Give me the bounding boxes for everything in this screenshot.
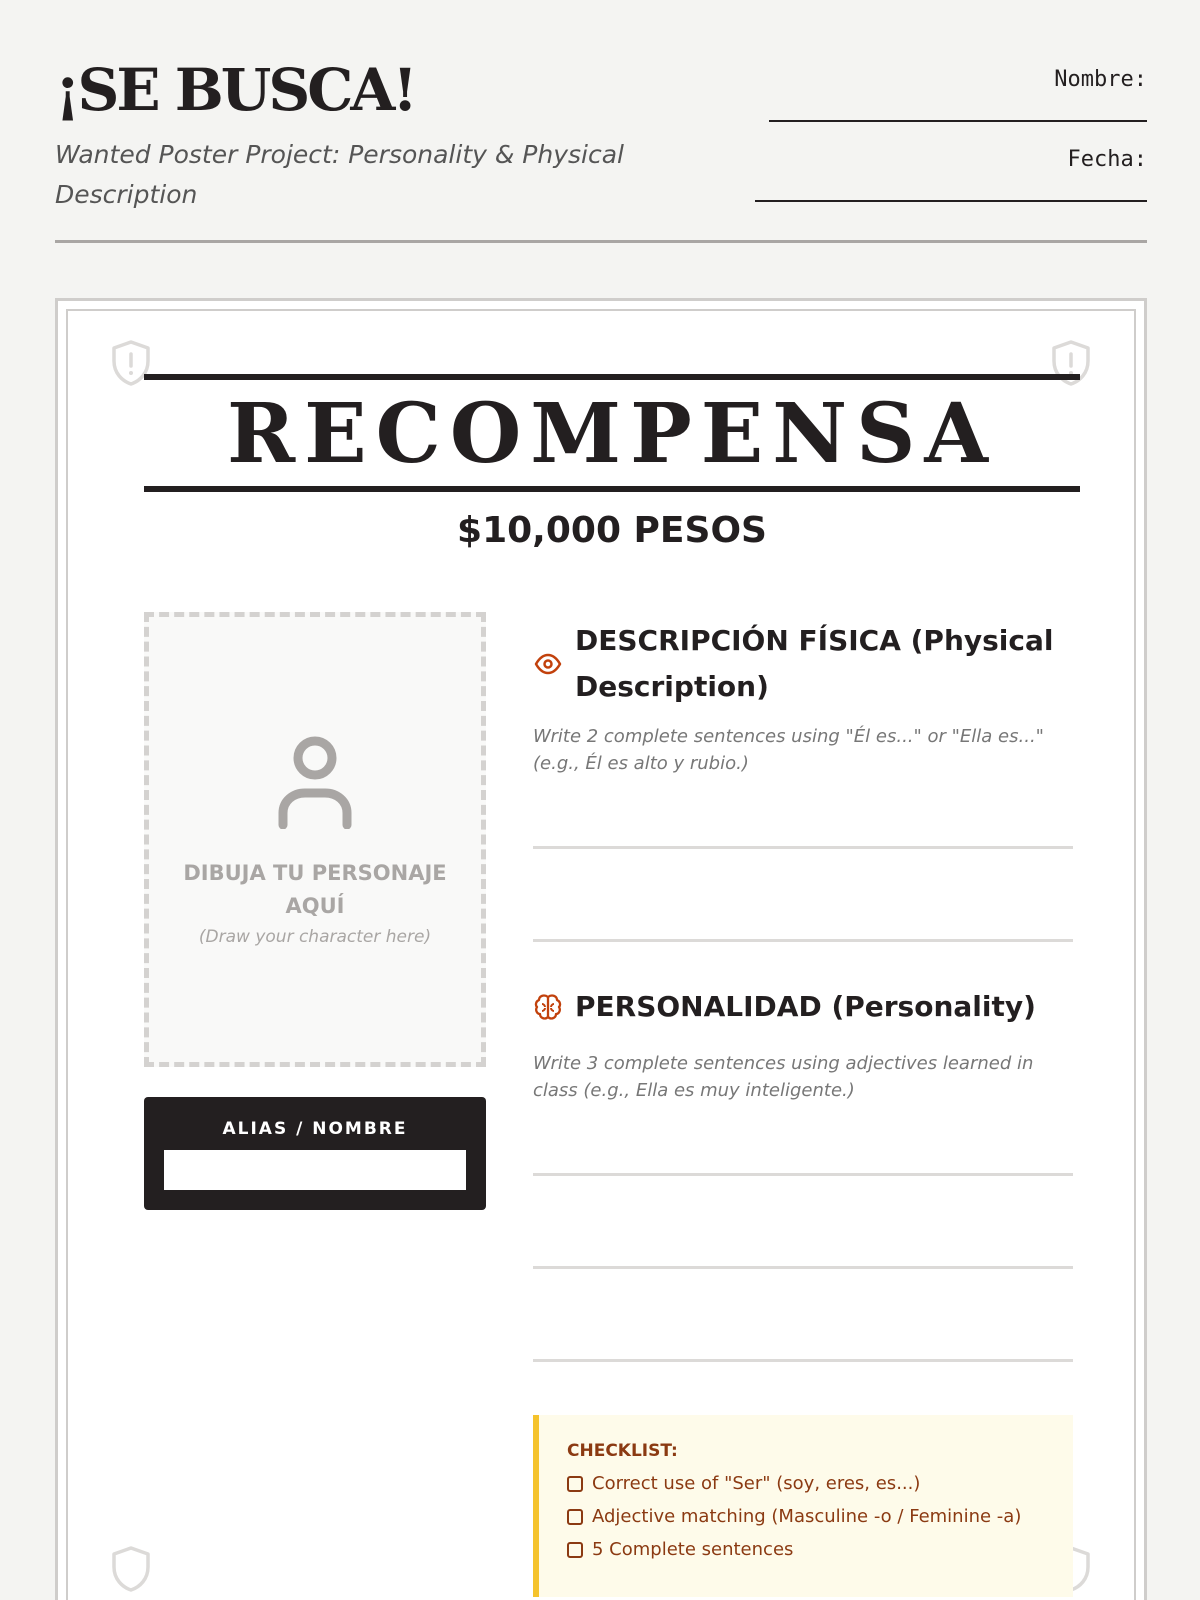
- page-title: ¡SE BUSCA!: [55, 56, 415, 124]
- physical-write-line-1[interactable]: [533, 846, 1073, 849]
- reward-title: RECOMPENSA: [226, 386, 998, 482]
- alias-box: [144, 1097, 486, 1210]
- page-subtitle: Wanted Poster Project: Personality & Physical Description: [55, 140, 625, 209]
- checklist-item-label: Correct use of "Ser" (soy, eres, es...): [592, 1473, 921, 1494]
- personality-write-line-1[interactable]: [533, 1173, 1073, 1176]
- alias-label: ALIAS / NOMBRE: [222, 1119, 408, 1139]
- drawing-sublabel: (Draw your character here): [198, 927, 432, 947]
- shield-alert-icon: [110, 1545, 152, 1593]
- reward-amount: $10,000 PESOS: [457, 510, 767, 551]
- user-icon: [276, 733, 354, 829]
- character-drawing-area[interactable]: [144, 612, 486, 1067]
- poster-inner-frame: [66, 309, 1136, 1600]
- physical-description-heading: [533, 618, 1073, 710]
- checkbox[interactable]: [567, 1542, 583, 1558]
- physical-instructions: Write 2 complete sentences using "Él es..." or "Ella es..." (e.g., Él es alto y rubio.): [533, 726, 1044, 774]
- physical-write-line-2[interactable]: [533, 939, 1073, 942]
- checkbox[interactable]: [567, 1509, 583, 1525]
- page-header: [55, 55, 1147, 243]
- checklist-item-label: 5 Complete sentences: [592, 1539, 794, 1560]
- checklist-box: [533, 1415, 1073, 1597]
- checklist-item[interactable]: [567, 1500, 1073, 1533]
- personality-heading-text: PERSONALIDAD (Personality): [575, 990, 1036, 1023]
- personality-heading: [533, 984, 1073, 1030]
- checklist-title: CHECKLIST:: [567, 1441, 678, 1461]
- brain-icon: [533, 992, 563, 1022]
- date-label: Fecha:: [1067, 147, 1147, 172]
- personality-write-line-2[interactable]: [533, 1266, 1073, 1269]
- wanted-poster: [55, 298, 1147, 1600]
- name-line-field[interactable]: [769, 98, 1147, 122]
- checkbox[interactable]: [567, 1476, 583, 1492]
- checklist-item[interactable]: [567, 1533, 1073, 1566]
- physical-heading-text: DESCRIPCIÓN FÍSICA (Physical Description): [575, 624, 1054, 703]
- alias-input[interactable]: [164, 1150, 466, 1190]
- eye-icon: [533, 649, 563, 679]
- date-line-field[interactable]: [755, 178, 1147, 202]
- personality-instructions: Write 3 complete sentences using adjectives learned in class (e.g., Ella es muy inteligente.): [533, 1053, 1034, 1101]
- personality-write-line-3[interactable]: [533, 1359, 1073, 1362]
- checklist-item-label: Adjective matching (Masculine -o / Feminine -a): [592, 1506, 1022, 1527]
- student-fields: [755, 67, 1147, 227]
- name-label: Nombre:: [1054, 67, 1147, 92]
- drawing-label: DIBUJA TU PERSONAJE AQUÍ: [183, 861, 447, 918]
- reward-banner: [144, 374, 1080, 492]
- checklist-item[interactable]: [567, 1467, 1073, 1500]
